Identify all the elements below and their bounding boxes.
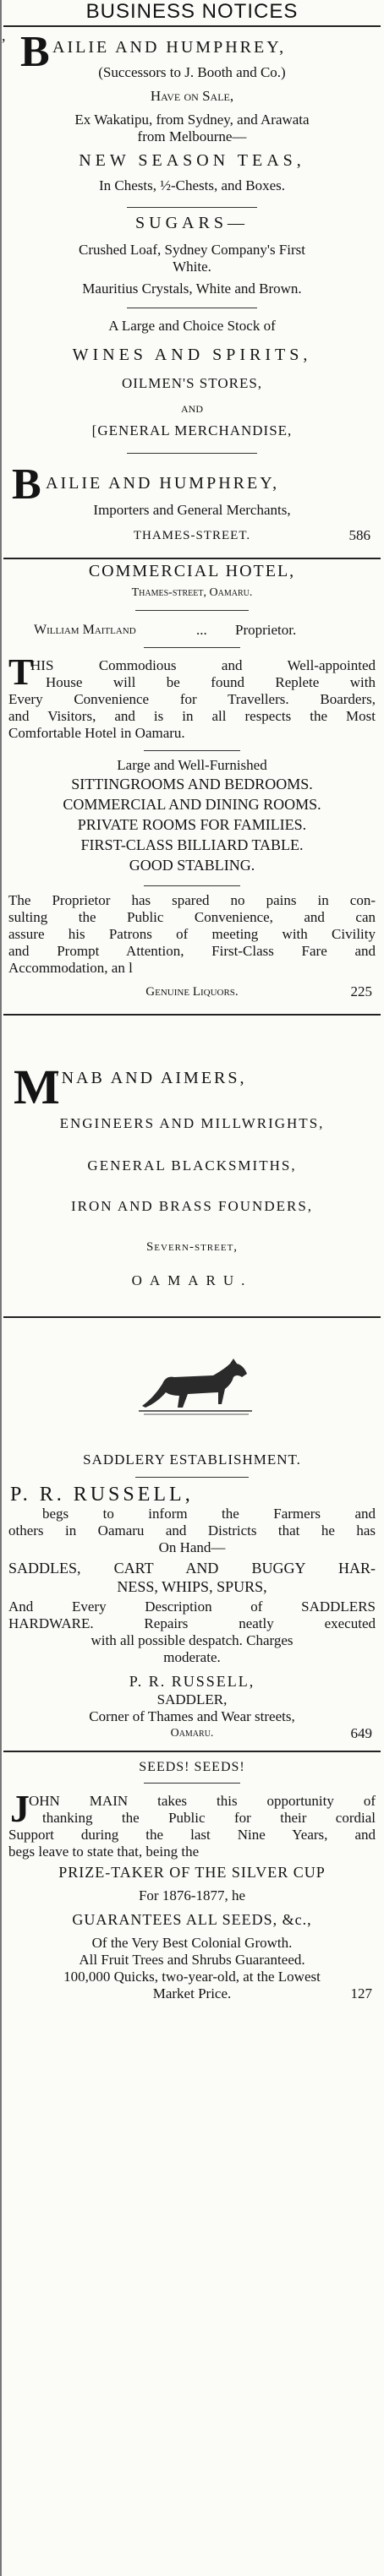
ad-line: GENERAL BLACKSMITHS, xyxy=(87,1157,297,1174)
ad-heading: 'NAB AND AIMERS, xyxy=(56,1069,247,1087)
ad-body-line: Every Convenience for Travellers. Boarders, xyxy=(8,691,376,707)
divider xyxy=(127,207,257,208)
ad-body-line: begs to inform the Farmers and xyxy=(42,1506,376,1522)
ad-line: In Chests, ½-Chests, and Boxes. xyxy=(98,177,286,193)
ad-body-line: begs leave to state that, being the xyxy=(8,1844,200,1860)
ad-line: Severn-street, xyxy=(145,1240,239,1254)
header-rule xyxy=(3,25,381,27)
ad-line: All Fruit Trees and Shrubs Guaranteed. xyxy=(79,1952,305,1968)
ad-body-line: and Prompt Attention, First-Class Fare and xyxy=(8,943,376,959)
ad-divider xyxy=(3,558,381,559)
ad-line: SADDLES, CART AND BUGGY HAR- xyxy=(8,1560,376,1577)
ad-line: ENGINEERS AND MILLWRIGHTS, xyxy=(59,1115,325,1131)
divider xyxy=(135,1477,249,1478)
drop-cap: B xyxy=(12,460,41,509)
ad-line: Market Price. xyxy=(152,1985,232,2001)
ad-line: Oamaru. xyxy=(170,1727,214,1740)
ad-line: [GENERAL MERCHANDISE, xyxy=(91,422,293,438)
ad-line: (Successors to J. Booth and Co.) xyxy=(98,64,286,80)
ad-line: PRIVATE ROOMS FOR FAMILIES. xyxy=(77,816,307,833)
divider xyxy=(144,750,240,751)
divider xyxy=(135,610,249,611)
ad-line: Genuine Liquors. xyxy=(145,985,239,999)
ad-line: PRIZE-TAKER OF THE SILVER CUP xyxy=(58,1864,326,1881)
ad-line: GOOD STABLING. xyxy=(129,857,255,874)
ad-line: 100,000 Quicks, two-year-old, at the Lowest xyxy=(63,1969,321,1985)
ad-number: 225 xyxy=(350,983,372,999)
ad-body-line: assure his Patrons of meeting with Civility xyxy=(8,926,376,942)
ad-divider xyxy=(3,1751,381,1752)
ad-line: GUARANTEES ALL SEEDS, &c., xyxy=(72,1911,312,1928)
ad-line: FIRST-CLASS BILLIARD TABLE. xyxy=(80,836,304,853)
ad-heading: SEEDS! SEEDS! xyxy=(139,1760,245,1774)
horse-engraving xyxy=(137,1355,255,1421)
ad-line: Thames-street, Oamaru. xyxy=(131,586,253,599)
ad-line: THAMES-STREET. xyxy=(133,529,251,542)
ad-body-line: And Every Description of SADDLERS xyxy=(8,1598,376,1615)
ad-line: A Large and Choice Stock of xyxy=(108,318,276,334)
ad-line: Importers and General Merchants, xyxy=(93,502,291,518)
ad-body-line: The Proprietor has spared no pains in con- xyxy=(8,892,376,908)
ad-line: Ex Wakatipu, from Sydney, and Arawata xyxy=(74,112,310,128)
ad-line: For 1876-1877, he xyxy=(138,1887,246,1903)
ad-body-line: HIS Commodious and Well-appointed xyxy=(30,657,376,673)
ad-line: NESS, WHIPS, SPURS, xyxy=(117,1578,267,1595)
ad-heading: AILIE AND HUMPHREY, xyxy=(46,474,280,493)
ad-line: ... xyxy=(196,622,207,638)
drop-cap: B xyxy=(20,28,50,76)
divider xyxy=(144,647,240,648)
ad-body-line: Support during the last Nine Years, and xyxy=(8,1827,376,1843)
ad-body-line: thanking the Public for their cordial xyxy=(42,1810,376,1826)
ad-line: Large and Well-Furnished xyxy=(117,757,267,773)
ad-heading: P. R. RUSSELL, xyxy=(10,1484,194,1506)
ad-heading: SUGARS— xyxy=(135,214,249,232)
divider xyxy=(127,453,257,454)
ad-heading: COMMERCIAL HOTEL, xyxy=(88,562,296,580)
ad-body-line: Comfortable Hotel in Oamaru. xyxy=(8,725,185,741)
ad-heading: AILIE AND HUMPHREY, xyxy=(52,38,287,57)
ad-line: SADDLER, xyxy=(156,1691,228,1707)
divider xyxy=(144,1783,240,1784)
ad-divider xyxy=(3,1316,381,1318)
margin-mark: , xyxy=(2,27,6,44)
ad-line: SITTINGROOMS AND BEDROOMS. xyxy=(71,776,313,792)
ad-body-line: House will be found Replete with xyxy=(46,674,376,690)
ad-body-line: moderate. xyxy=(163,1649,221,1665)
ad-line: OILMEN'S STORES, xyxy=(121,375,263,391)
ad-divider xyxy=(3,1014,381,1016)
ad-line: Crushed Loaf, Sydney Company's First xyxy=(79,242,305,258)
drop-cap: T xyxy=(8,651,34,693)
ad-line: IRON AND BRASS FOUNDERS, xyxy=(70,1198,314,1214)
ad-heading: WINES AND SPIRITS, xyxy=(72,346,312,364)
ad-line: Proprietor. xyxy=(235,622,297,638)
ad-line: COMMERCIAL AND DINING ROOMS. xyxy=(63,796,321,813)
ad-body-line: HARDWARE. Repairs neatly executed xyxy=(8,1615,376,1631)
drop-cap: J xyxy=(10,1787,30,1830)
ad-body-line: OHN MAIN takes this opportunity of xyxy=(29,1793,376,1809)
page-title: BUSINESS NOTICES xyxy=(85,0,299,23)
ad-number: 586 xyxy=(348,527,370,543)
ad-body-line: others in Oamaru and Districts that he has xyxy=(8,1522,376,1539)
ad-line: from Melbourne— xyxy=(137,128,247,144)
ad-line: Mauritius Crystals, White and Brown. xyxy=(82,280,302,297)
ad-body-line: and Visitors, and is in all respects the Most xyxy=(8,708,376,724)
ad-heading: NEW SEASON TEAS, xyxy=(79,151,305,170)
ad-number: 127 xyxy=(350,1985,372,2001)
ad-line: AND xyxy=(181,403,203,415)
drop-cap: M xyxy=(14,1059,60,1114)
ad-line: William Maitland xyxy=(34,623,136,637)
divider xyxy=(144,885,240,886)
ad-line: OAMARU. xyxy=(131,1272,253,1288)
ad-line: White. xyxy=(173,259,211,275)
ad-body-line: sulting the Public Convenience, and can xyxy=(8,909,376,925)
ad-body-line: with all possible despatch. Charges xyxy=(91,1632,293,1648)
ad-heading: SADDLERY ESTABLISHMENT. xyxy=(83,1451,301,1468)
ad-line: Corner of Thames and Wear streets, xyxy=(89,1708,295,1724)
ad-body-line: Accommodation, an l xyxy=(8,960,133,976)
ad-number: 649 xyxy=(350,1725,372,1741)
ad-line: Have on Sale, xyxy=(150,88,234,104)
ad-line: Of the Very Best Colonial Growth. xyxy=(91,1935,293,1951)
ad-line: P. R. RUSSELL, xyxy=(129,1673,255,1690)
ad-body-line: On Hand— xyxy=(158,1539,226,1555)
